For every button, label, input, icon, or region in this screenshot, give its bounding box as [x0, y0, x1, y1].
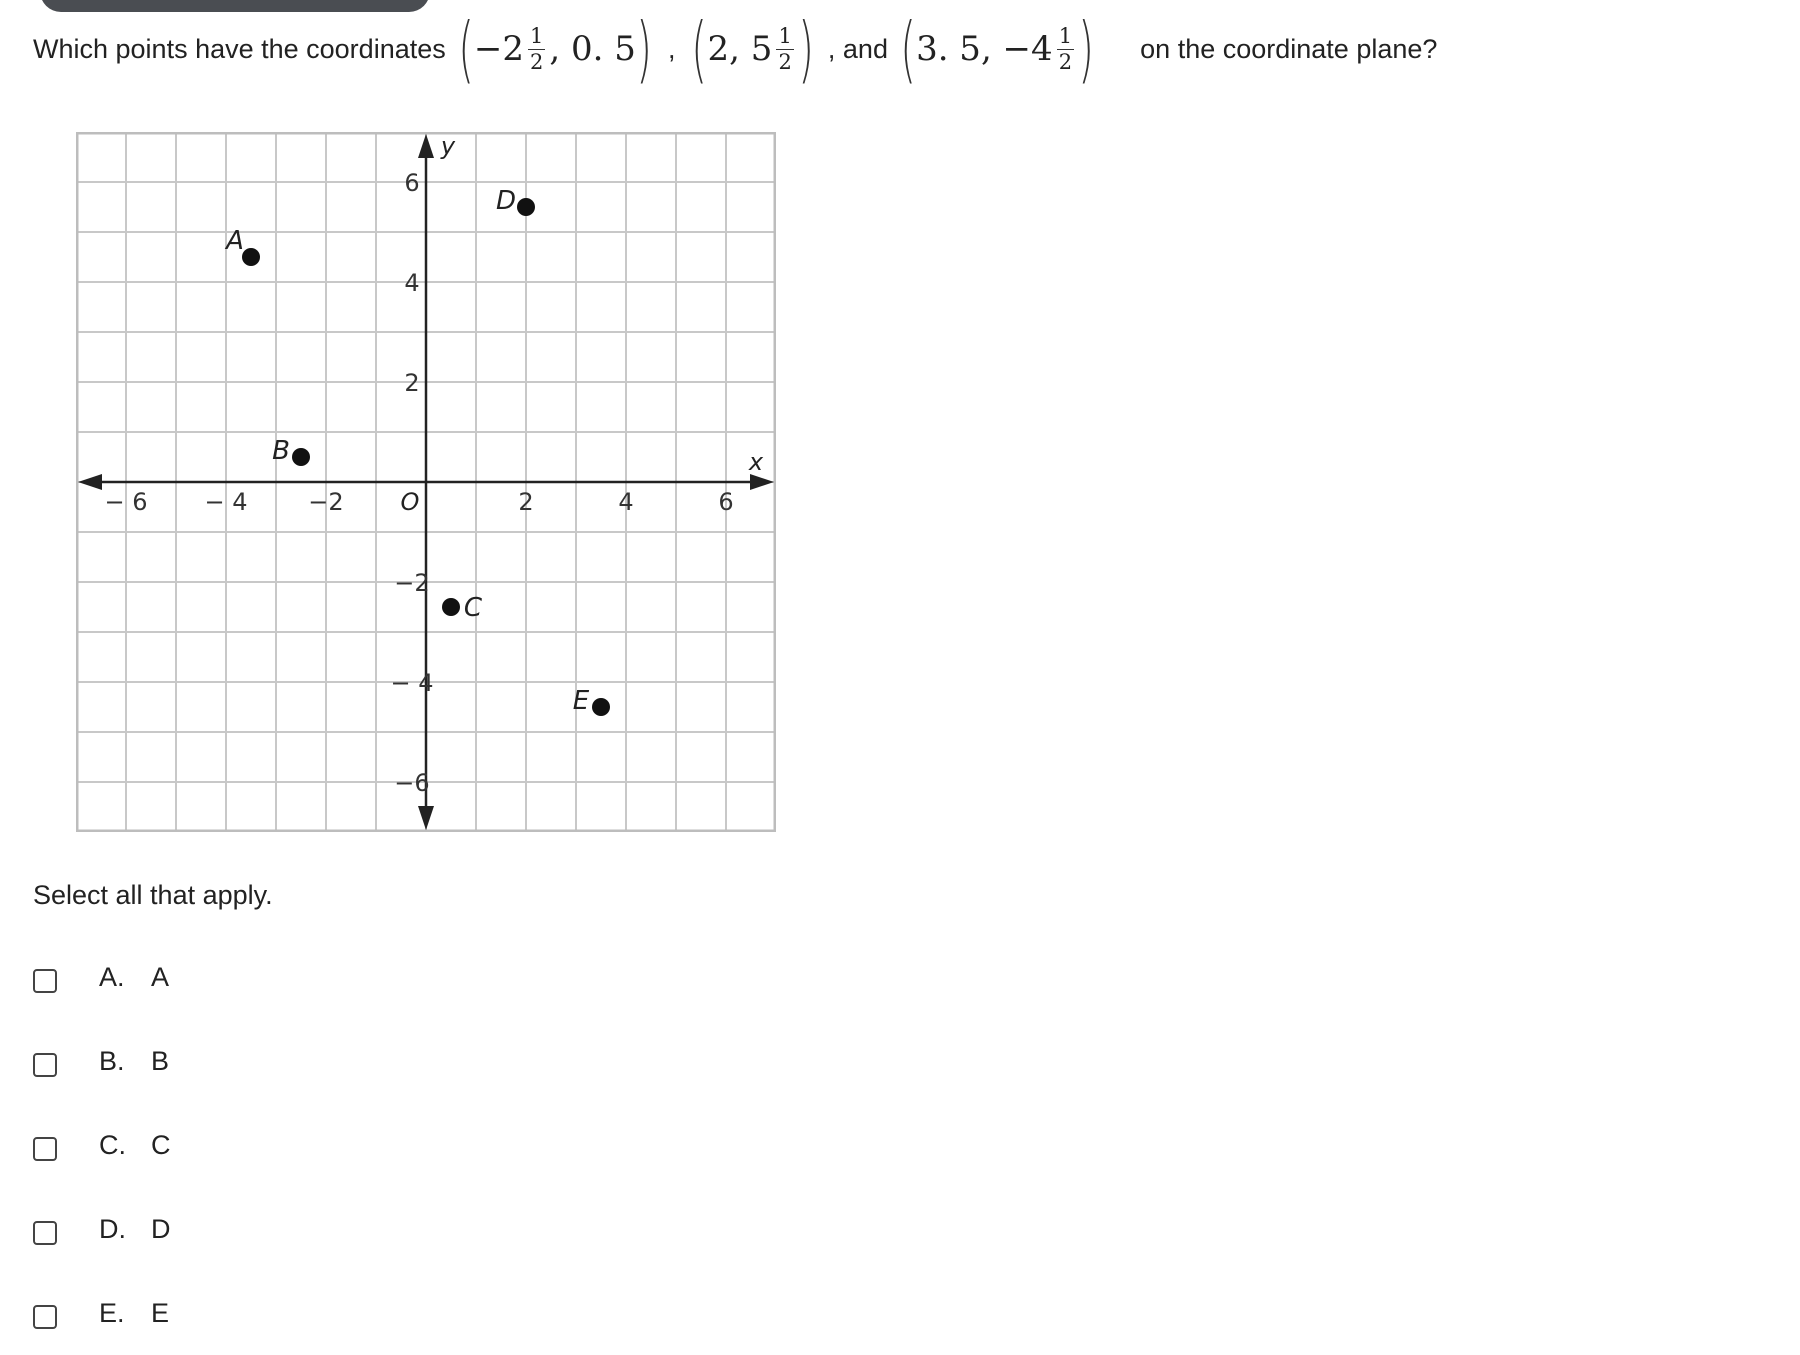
choice-letter: A.	[99, 961, 125, 992]
checkbox[interactable]	[33, 1137, 57, 1161]
origin-label: O	[400, 488, 420, 516]
choice-e[interactable]	[33, 1271, 171, 1355]
point-label-a: A	[226, 226, 244, 256]
x-tick-label: −2	[308, 488, 344, 516]
checkbox[interactable]	[33, 1221, 57, 1245]
point-a	[242, 248, 260, 266]
separator-comma: ,	[667, 33, 676, 64]
x-axis-arrow-right	[750, 474, 774, 490]
point-label-c: C	[463, 593, 483, 623]
point-label-b: B	[272, 436, 290, 466]
choice-a[interactable]	[33, 935, 171, 1019]
y-tick-label: 6	[404, 169, 420, 197]
instruction-text: Select all that apply.	[33, 880, 273, 910]
y-axis-label: y	[440, 132, 456, 160]
coordinate-plane-svg	[76, 132, 776, 832]
x-tick-label: − 4	[204, 488, 248, 516]
choice-letter: C.	[99, 1129, 126, 1160]
y-axis-arrow-down	[418, 806, 434, 830]
y-tick-label: − 4	[390, 669, 434, 697]
coordinate-2: ( 2, 5 $\frac{1}{2}$ )	[691, 7, 814, 91]
choice-d[interactable]	[33, 1187, 171, 1271]
question-prefix: Which points have the coordinates	[33, 33, 446, 64]
x-tick-label: 6	[718, 488, 734, 516]
y-tick-label: −6	[394, 769, 430, 797]
answer-choices	[33, 935, 171, 1355]
point-e	[592, 698, 610, 716]
point-d	[517, 198, 535, 216]
checkbox[interactable]	[33, 1305, 57, 1329]
choice-letter: E.	[99, 1297, 125, 1328]
question-prompt	[33, 8, 1753, 90]
fraction-one-half: $\frac{1}{2}$	[529, 23, 544, 74]
checkbox[interactable]	[33, 1053, 57, 1077]
x-tick-label: 2	[518, 488, 534, 516]
question-suffix: on the coordinate plane?	[1140, 33, 1438, 64]
fraction-one-half: $\frac{1}{2}$	[778, 23, 792, 74]
separator-and: , and	[827, 33, 888, 64]
point-label-e: E	[572, 686, 590, 716]
x-axis-label: x	[748, 448, 764, 476]
choice-c[interactable]	[33, 1103, 171, 1187]
x-tick-label: 4	[618, 488, 634, 516]
point-label-d: D	[495, 186, 517, 216]
coordinate-3: ( 3. 5, −4 $\frac{1}{2}$ )	[900, 7, 1094, 91]
point-c	[442, 598, 460, 616]
choice-letter: B.	[99, 1045, 125, 1076]
choice-label: E	[151, 1297, 170, 1328]
choice-label: C	[151, 1129, 171, 1160]
fraction-one-half: $\frac{1}{2}$	[1058, 23, 1073, 74]
point-b	[292, 448, 310, 466]
y-tick-label: 4	[404, 269, 420, 297]
checkbox[interactable]	[33, 969, 57, 993]
x-axis-arrow-left	[78, 474, 102, 490]
coordinate-plane	[76, 132, 776, 832]
x-tick-label: − 6	[104, 488, 148, 516]
coordinate-1: ( −2 $\frac{1}{2}$ , 0. 5 )	[458, 7, 652, 91]
choice-b[interactable]	[33, 1019, 171, 1103]
y-tick-label: −2	[394, 569, 430, 597]
y-tick-label: 2	[404, 369, 420, 397]
choice-label: A	[151, 961, 170, 992]
choice-label: B	[151, 1045, 170, 1076]
choice-letter: D.	[99, 1213, 126, 1244]
choice-label: D	[151, 1213, 171, 1244]
y-axis-arrow-up	[418, 134, 434, 158]
